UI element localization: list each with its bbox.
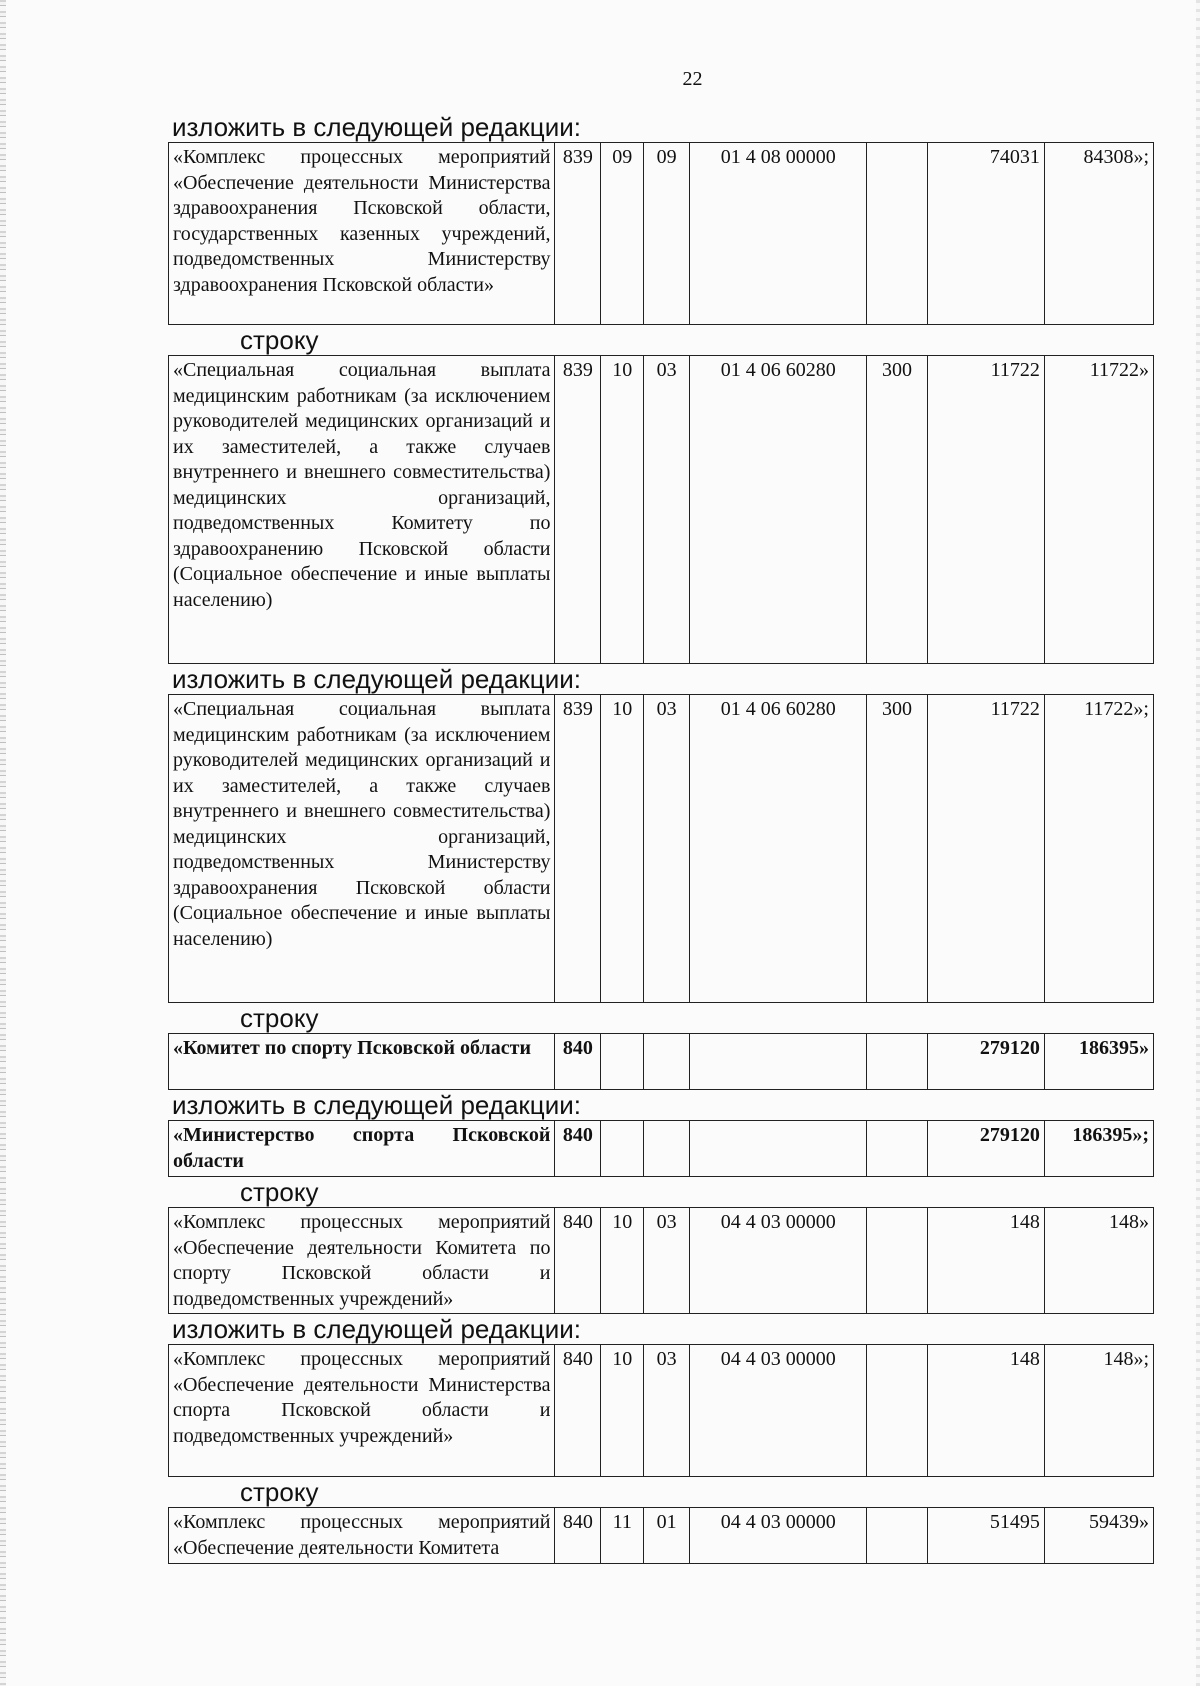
cell-sum-second: 148» <box>1044 1208 1153 1314</box>
cell-section: 11 <box>601 1508 644 1564</box>
cell-sum-first: 51495 <box>927 1508 1044 1564</box>
phrase-line: строку <box>240 325 319 355</box>
cell-ministry-code: 840 <box>555 1208 601 1314</box>
phrase-edit: изложить в следующей редакции: <box>172 112 581 142</box>
phrase-line: строку <box>240 1177 319 1207</box>
cell-name: «Комитет по спорту Псковской области <box>169 1034 555 1090</box>
cell-sum-second: 84308»; <box>1044 143 1153 325</box>
phrase-edit: изложить в следующей редакции: <box>172 1314 581 1344</box>
cell-name: «Специальная социальная выплата медицинским работникам (за исключением руководителей медицинских организаций и их заместителей, а также случаев внутреннего и внешнего совместительства) медицинских организаций, подведомственных Комитету по здравоохранению Псковской области (Социальное обеспечение и иные выплаты населению) <box>169 356 555 664</box>
scan-edge-right <box>1196 0 1200 1686</box>
budget-row-table <box>168 1120 1154 1177</box>
cell-subsection: 01 <box>644 1508 690 1564</box>
cell-expense-type <box>867 1508 927 1564</box>
cell-subsection <box>644 1121 690 1177</box>
cell-sum-second: 186395» <box>1044 1034 1153 1090</box>
cell-section: 09 <box>601 143 644 325</box>
table-row <box>169 1034 1154 1090</box>
cell-name: «Комплекс процессных мероприятий «Обеспечение деятельности Комитета по спорту Псковской области и подведомственных учреждений» <box>169 1208 555 1314</box>
cell-expense-type <box>867 1208 927 1314</box>
cell-target-article <box>690 1121 867 1177</box>
cell-ministry-code: 840 <box>555 1121 601 1177</box>
cell-sum-second: 11722»; <box>1044 695 1153 1003</box>
cell-section: 10 <box>601 695 644 1003</box>
budget-row-table <box>168 1207 1154 1314</box>
budget-row-table <box>168 1507 1154 1564</box>
phrase-edit: изложить в следующей редакции: <box>172 664 581 694</box>
phrase-line: строку <box>240 1003 319 1033</box>
page-number: 22 <box>682 68 703 90</box>
cell-subsection: 03 <box>644 1208 690 1314</box>
cell-target-article <box>690 1034 867 1090</box>
cell-target-article: 04 4 03 00000 <box>690 1208 867 1314</box>
cell-sum-first: 74031 <box>927 143 1044 325</box>
cell-section <box>601 1034 644 1090</box>
cell-sum-first: 279120 <box>927 1034 1044 1090</box>
cell-subsection: 03 <box>644 356 690 664</box>
cell-ministry-code: 839 <box>555 356 601 664</box>
cell-section: 10 <box>601 1345 644 1477</box>
cell-subsection: 03 <box>644 695 690 1003</box>
cell-target-article: 01 4 06 60280 <box>690 695 867 1003</box>
cell-sum-second: 11722» <box>1044 356 1153 664</box>
budget-row-table <box>168 142 1154 325</box>
cell-expense-type <box>867 1034 927 1090</box>
phrase-line: строку <box>240 1477 319 1507</box>
cell-ministry-code: 840 <box>555 1508 601 1564</box>
cell-sum-second: 59439» <box>1044 1508 1153 1564</box>
budget-row-table <box>168 1344 1154 1477</box>
table-row <box>169 695 1154 1003</box>
cell-sum-first: 11722 <box>927 356 1044 664</box>
cell-sum-first: 148 <box>927 1345 1044 1477</box>
table-row <box>169 356 1154 664</box>
table-row <box>169 1121 1154 1177</box>
table-row <box>169 1508 1154 1564</box>
cell-section <box>601 1121 644 1177</box>
cell-expense-type <box>867 143 927 325</box>
phrase-edit: изложить в следующей редакции: <box>172 1090 581 1120</box>
cell-ministry-code: 839 <box>555 695 601 1003</box>
cell-target-article: 01 4 06 60280 <box>690 356 867 664</box>
table-row <box>169 1208 1154 1314</box>
cell-name: «Комплекс процессных мероприятий «Обеспечение деятельности Министерства спорта Псковской области и подведомственных учреждений» <box>169 1345 555 1477</box>
cell-sum-second: 148»; <box>1044 1345 1153 1477</box>
budget-row-table <box>168 355 1154 664</box>
table-row <box>169 143 1154 325</box>
budget-row-table <box>168 694 1154 1003</box>
cell-expense-type: 300 <box>867 695 927 1003</box>
cell-ministry-code: 840 <box>555 1034 601 1090</box>
cell-target-article: 04 4 03 00000 <box>690 1508 867 1564</box>
cell-sum-first: 279120 <box>927 1121 1044 1177</box>
cell-subsection: 09 <box>644 143 690 325</box>
budget-row-table <box>168 1033 1154 1090</box>
cell-name: «Комплекс процессных мероприятий «Обеспечение деятельности Министерства здравоохранения Псковской области, государственных казенных учреждений, подведомственных Министерству здравоохранения Псковской области» <box>169 143 555 325</box>
cell-ministry-code: 840 <box>555 1345 601 1477</box>
cell-ministry-code: 839 <box>555 143 601 325</box>
cell-name: «Специальная социальная выплата медицинским работникам (за исключением руководителей медицинских организаций и их заместителей, а также случаев внутреннего и внешнего совместительства) медицинских организаций, подведомственных Министерству здравоохранения Псковской области (Социальное обеспечение и иные выплаты населению) <box>169 695 555 1003</box>
cell-expense-type <box>867 1345 927 1477</box>
table-row <box>169 1345 1154 1477</box>
cell-sum-first: 148 <box>927 1208 1044 1314</box>
cell-target-article: 04 4 03 00000 <box>690 1345 867 1477</box>
cell-subsection <box>644 1034 690 1090</box>
cell-section: 10 <box>601 1208 644 1314</box>
scan-edge-left <box>0 0 6 1686</box>
cell-expense-type: 300 <box>867 356 927 664</box>
cell-name: «Комплекс процессных мероприятий «Обеспечение деятельности Комитета <box>169 1508 555 1564</box>
cell-name: «Министерство спорта Псковской области <box>169 1121 555 1177</box>
cell-expense-type <box>867 1121 927 1177</box>
cell-sum-second: 186395»; <box>1044 1121 1153 1177</box>
cell-subsection: 03 <box>644 1345 690 1477</box>
cell-target-article: 01 4 08 00000 <box>690 143 867 325</box>
document-body <box>168 112 1154 1564</box>
cell-section: 10 <box>601 356 644 664</box>
cell-sum-first: 11722 <box>927 695 1044 1003</box>
